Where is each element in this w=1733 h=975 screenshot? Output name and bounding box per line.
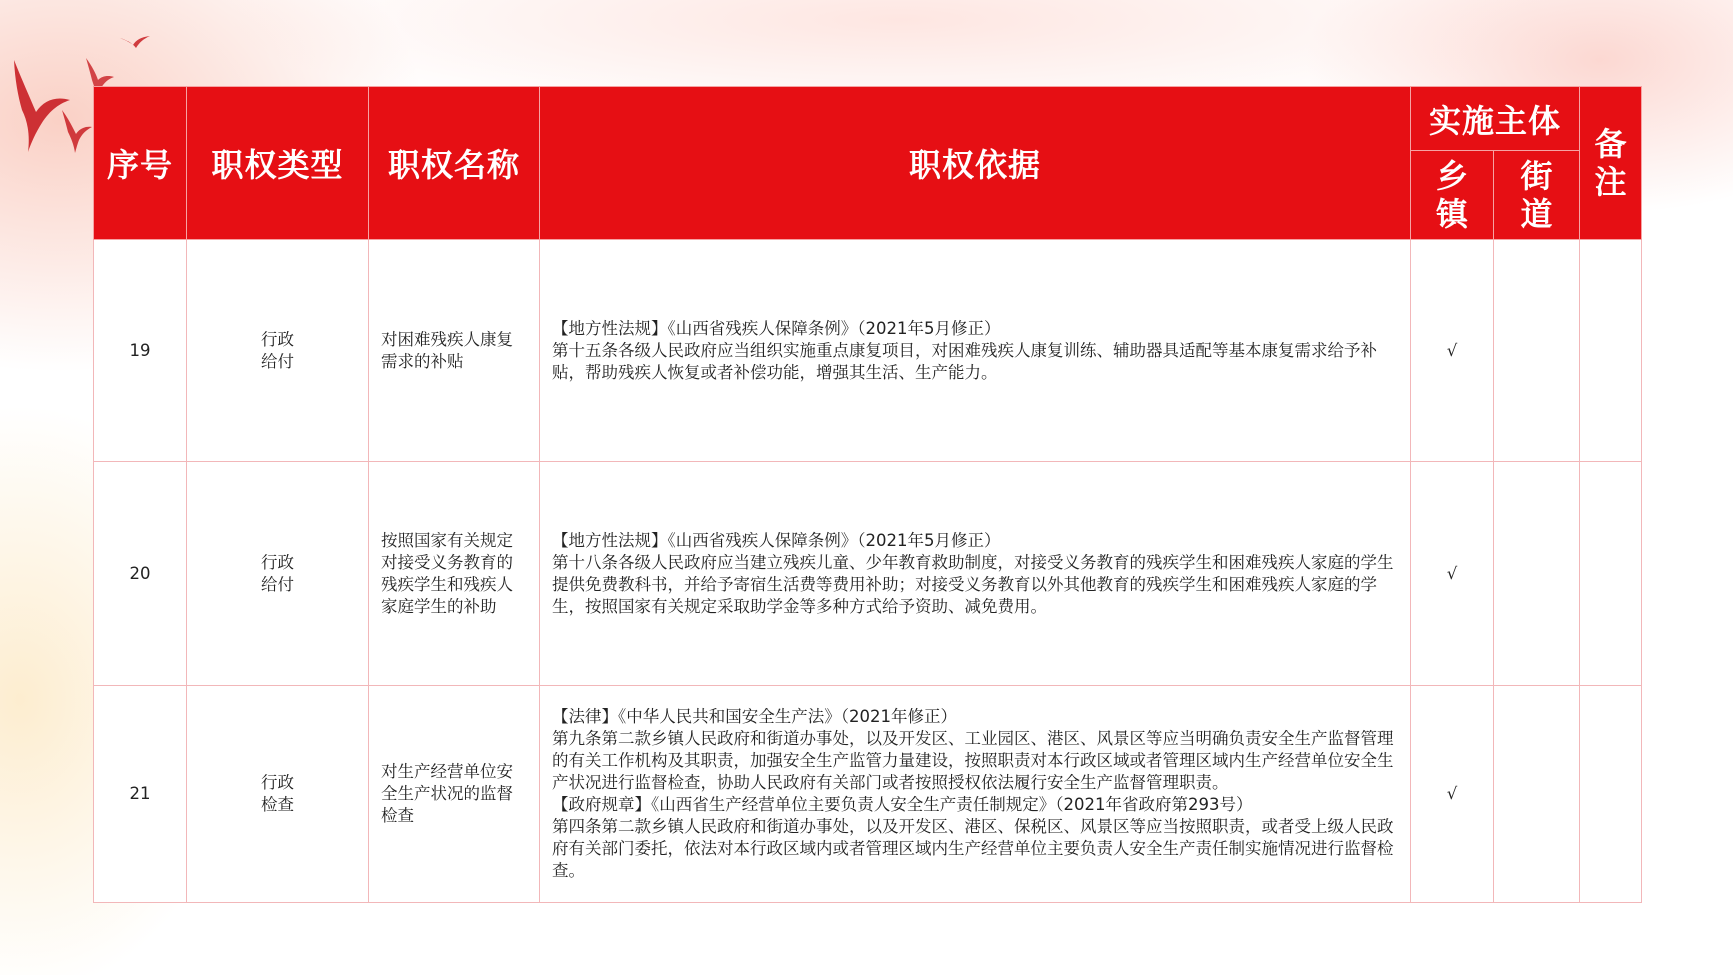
street-check [1494, 686, 1580, 903]
header-seq: 序号 [94, 87, 187, 240]
table-row [94, 240, 1642, 462]
row-type-line: 行政 [261, 773, 294, 792]
row-number: 21 [94, 686, 187, 903]
basis-paragraph: 【地方性法规】《山西省残疾人保障条例》（2021年5月修正） [552, 530, 1001, 550]
basis-paragraph: 【政府规章】《山西省生产经营单位主要负责人安全生产责任制规定》（2021年省政府第293号） [552, 795, 1253, 814]
township-check: √ [1411, 462, 1494, 686]
street-check [1494, 462, 1580, 686]
basis-paragraph: 第十五条各级人民政府应当组织实施重点康复项目，对困难残疾人康复训练、辅助器具适配等基本康复需求给予补贴，帮助残疾人恢复或者补偿功能，增强其生活、生产能力。 [552, 340, 1377, 382]
row-type-line: 给付 [261, 351, 294, 371]
row-basis [540, 686, 1411, 903]
row-type-line: 检查 [261, 795, 294, 814]
street-check [1494, 240, 1580, 462]
header-remark [1580, 87, 1642, 240]
row-number: 20 [94, 462, 187, 686]
row-basis [540, 240, 1411, 462]
row-name: 对生产经营单位安全生产状况的监督检查 [369, 686, 540, 903]
bird-icon [62, 110, 92, 153]
header-type: 职权类型 [187, 87, 369, 240]
header-township [1411, 151, 1494, 240]
township-check: √ [1411, 240, 1494, 462]
row-type-line: 给付 [261, 574, 294, 594]
basis-paragraph: 【地方性法规】《山西省残疾人保障条例》（2021年5月修正） [552, 318, 1001, 338]
table-body [94, 240, 1642, 903]
basis-paragraph: 第四条第二款乡镇人民政府和街道办事处，以及开发区、港区、保税区、风景区等应当按照职责，或者受上级人民政府有关部门委托，依法对本行政区域内或者管理区域内生产经营单位主要负责人安全生产责任制实施情况进行监督检查。 [552, 817, 1394, 880]
row-type [187, 240, 369, 462]
bird-icon [120, 36, 150, 48]
table-row [94, 686, 1642, 903]
row-remark [1580, 686, 1642, 903]
header-name: 职权名称 [369, 87, 540, 240]
row-number: 19 [94, 240, 187, 462]
row-type-line: 行政 [261, 552, 294, 572]
row-type-line: 行政 [261, 329, 294, 349]
header-township-char: 乡 [1435, 157, 1468, 195]
header-street-char: 道 [1520, 195, 1553, 233]
header-basis: 职权依据 [540, 87, 1411, 240]
row-name: 按照国家有关规定对接受义务教育的残疾学生和残疾人家庭学生的补助 [369, 462, 540, 686]
header-subject: 实施主体 [1411, 87, 1580, 151]
row-basis [540, 462, 1411, 686]
row-remark [1580, 240, 1642, 462]
basis-paragraph: 【法律】《中华人民共和国安全生产法》（2021年修正） [552, 707, 957, 726]
township-check: √ [1411, 686, 1494, 903]
header-street [1494, 151, 1580, 240]
header-township-char: 镇 [1435, 195, 1468, 233]
row-remark [1580, 462, 1642, 686]
header-street-char: 街 [1520, 157, 1553, 195]
row-name: 对困难残疾人康复需求的补贴 [369, 240, 540, 462]
row-type [187, 462, 369, 686]
basis-paragraph: 第十八条各级人民政府应当建立残疾儿童、少年教育救助制度，对接受义务教育的残疾学生和困难残疾人家庭的学生提供免费教科书，并给予寄宿生活费等费用补助；对接受义务教育以外其他教育的残疾学生和困难残疾人家庭的学生，按照国家有关规定采取助学金等多种方式给予资助、减免费用。 [552, 552, 1394, 616]
bird-icon [14, 60, 70, 152]
table-row [94, 462, 1642, 686]
authority-table [93, 86, 1642, 903]
basis-paragraph: 第九条第二款乡镇人民政府和街道办事处，以及开发区、工业园区、港区、风景区等应当明确负责安全生产监督管理的有关工作机构及其职责，加强安全生产监管力量建设，按照职责对本行政区域或者管理区域内生产经营单位安全生产状况进行监督检查，协助人民政府有关部门或者按照授权依法履行安全生产监督管理职责。 [552, 729, 1394, 792]
row-type [187, 686, 369, 903]
header-remark-char: 注 [1594, 163, 1627, 201]
header-remark-char: 备 [1594, 125, 1627, 163]
table-header [94, 87, 1642, 240]
